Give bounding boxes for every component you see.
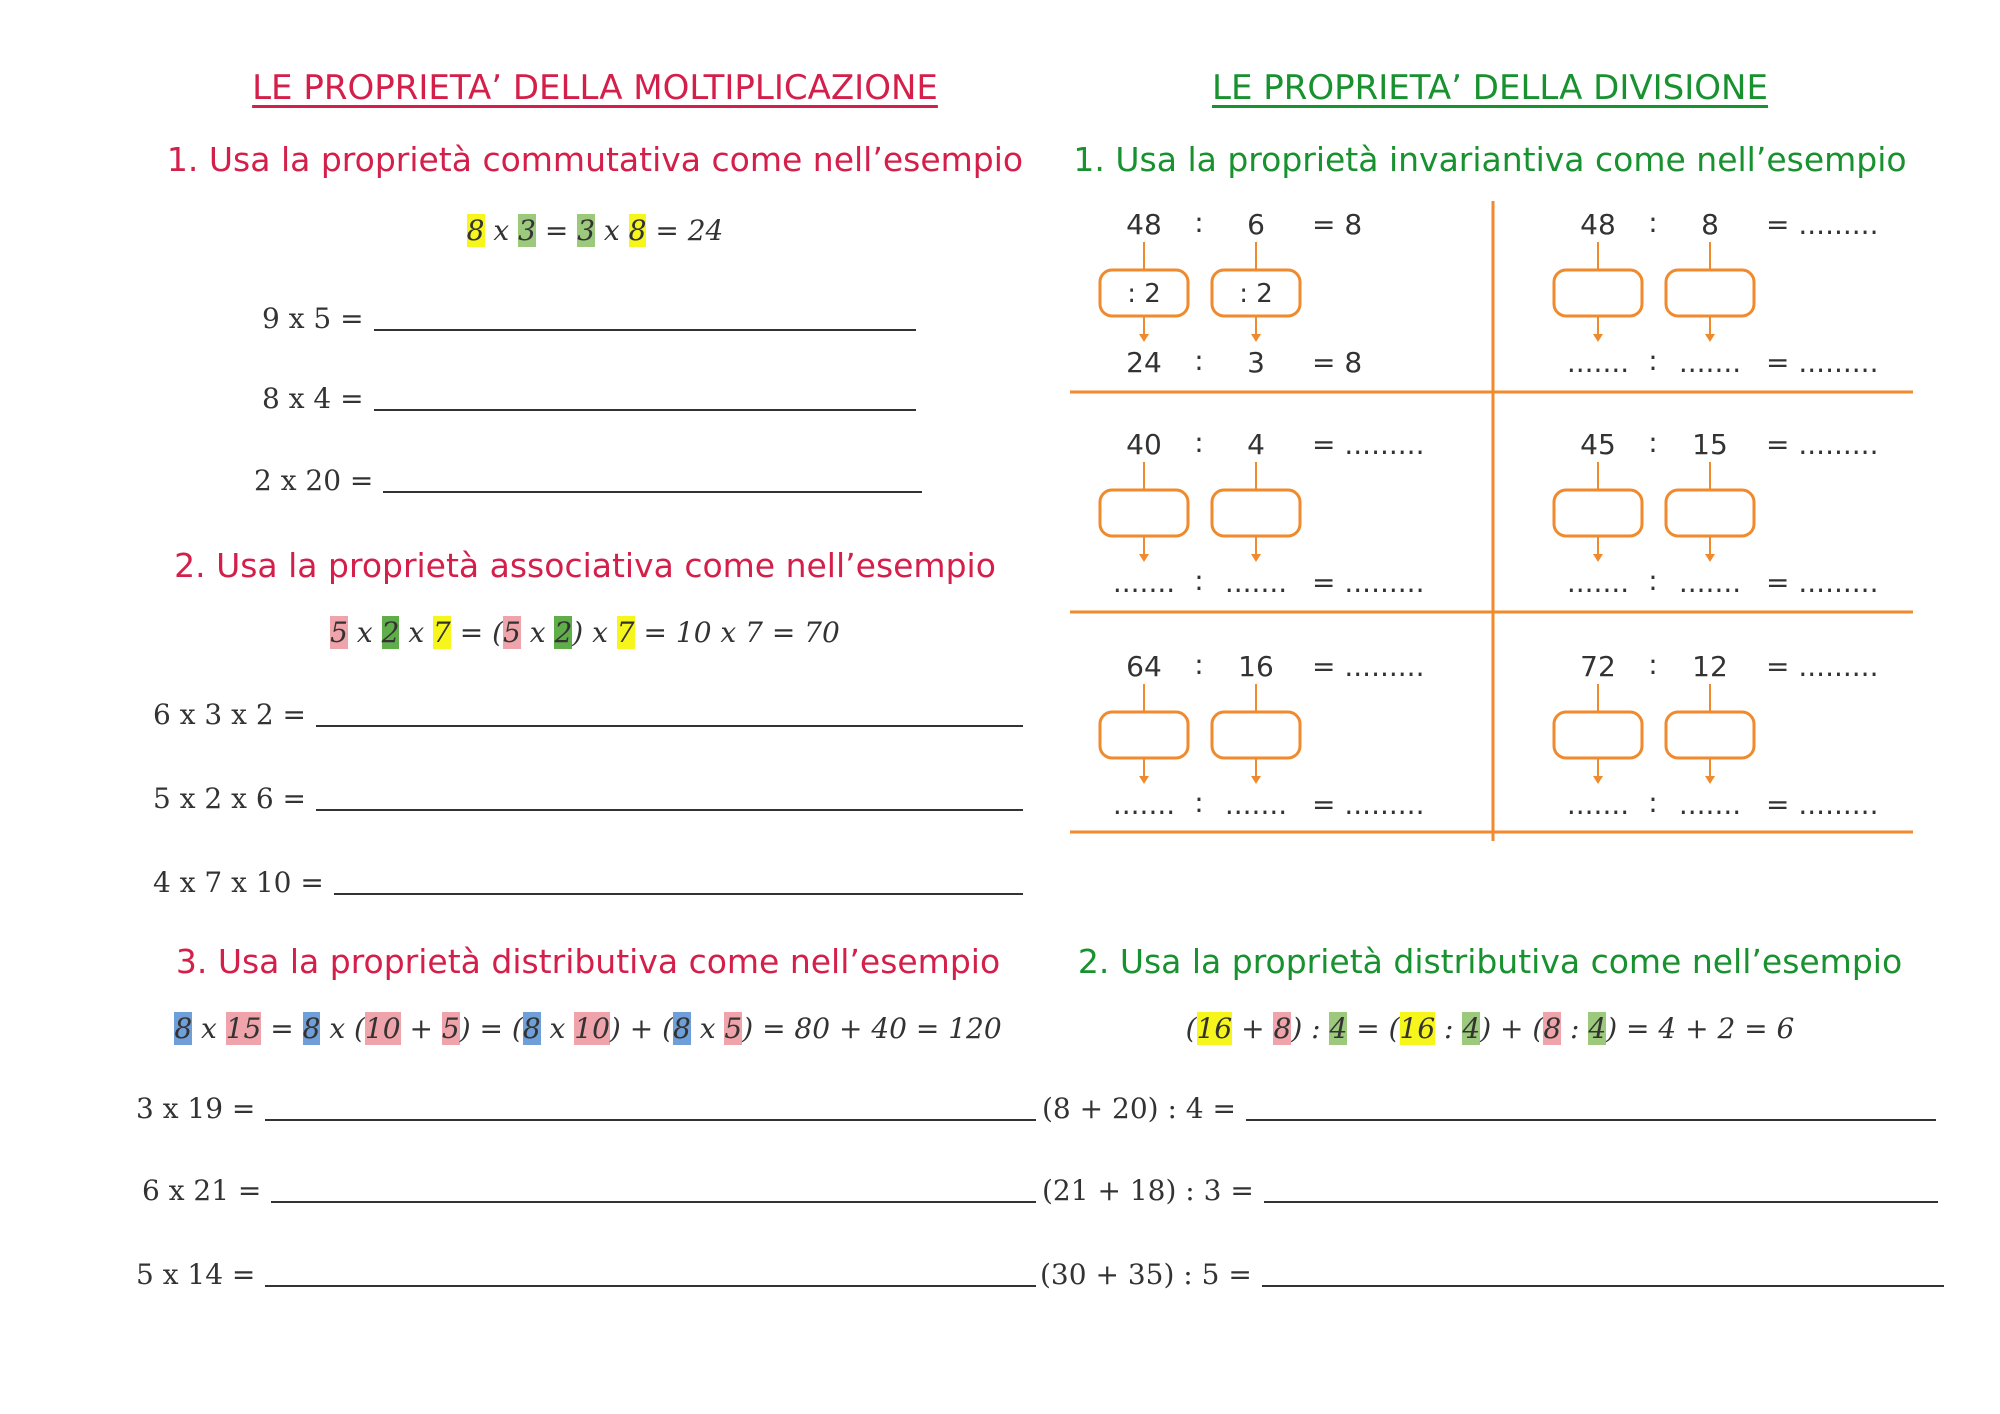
answer-line[interactable] (334, 892, 1023, 895)
result-value: = ......... (1766, 650, 1879, 683)
example-factor: 10 (364, 1012, 401, 1045)
example-factor: 8 (673, 1012, 691, 1045)
exercise-label: 5 x 14 = (136, 1258, 256, 1291)
commutative-heading: 1. Usa la proprietà commutativa come nell’esempio (166, 140, 1024, 179)
operator: = (535, 214, 578, 247)
example-factor: 2 (554, 616, 573, 649)
divisor-value: 15 (1692, 428, 1728, 461)
division-sign: : (1194, 426, 1204, 459)
operator-box[interactable] (1554, 270, 1642, 316)
arrow-head-icon (1251, 334, 1261, 342)
exercise-label: 6 x 21 = (142, 1174, 262, 1207)
distributive-exercise-row-left (136, 1092, 1036, 1125)
example-factor: 5 (724, 1012, 743, 1045)
operator: + (400, 1012, 442, 1045)
new-dividend-value: ....... (1566, 346, 1630, 379)
multiplication-title: LE PROPRIETA’ DELLA MOLTIPLICAZIONE (252, 68, 938, 108)
division-sign: : (1194, 786, 1204, 819)
answer-line[interactable] (316, 724, 1023, 727)
answer-line[interactable] (271, 1200, 1036, 1203)
divisor-value: 16 (1238, 650, 1274, 683)
operator: : (1561, 1012, 1589, 1045)
commutative-exercise-row (262, 382, 916, 415)
operator: : (1435, 1012, 1463, 1045)
new-result-value: = ......... (1766, 788, 1879, 821)
distributive-exercise-row-right (1040, 1258, 1944, 1291)
new-dividend-value: ....... (1112, 788, 1176, 821)
example-result: = 10 x 7 = 70 (634, 616, 840, 649)
distributive-heading-left: 3. Usa la proprietà distributiva come nell’esempio (175, 942, 1001, 981)
operator: ) + ( (1480, 1012, 1544, 1045)
division-sign: : (1648, 564, 1658, 597)
associative-heading: 2. Usa la proprietà associativa come nell’esempio (174, 546, 996, 585)
operator-box[interactable] (1554, 712, 1642, 758)
exercise-label: (8 + 20) : 4 = (1042, 1092, 1236, 1125)
example-factor: 4 (1588, 1012, 1607, 1045)
division-sign: : (1194, 344, 1204, 377)
example-result: = 24 (646, 214, 724, 247)
distributive-exercise-row-right (1042, 1092, 1936, 1125)
exercise-label: 6 x 3 x 2 = (153, 698, 306, 731)
operator-box[interactable] (1212, 712, 1300, 758)
distributive-exercise-row-right (1042, 1174, 1938, 1207)
arrow-head-icon (1705, 334, 1715, 342)
example-factor: 5 (330, 616, 348, 649)
invariant-heading: 1. Usa la proprietà invariantiva come nell’esempio (1073, 140, 1907, 179)
new-result-value: = ......... (1766, 566, 1879, 599)
example-factor: 16 (1399, 1012, 1436, 1045)
new-result-value: = ......... (1312, 788, 1425, 821)
arrow-head-icon (1251, 776, 1261, 784)
operator: ( (1185, 1012, 1197, 1045)
division-sign: : (1648, 426, 1658, 459)
arrow-head-icon (1139, 554, 1149, 562)
new-dividend-value: ....... (1566, 566, 1630, 599)
operator-box[interactable] (1666, 270, 1754, 316)
example-factor: 8 (1543, 1012, 1562, 1045)
distributive-exercise-row-left (142, 1174, 1036, 1207)
arrow-head-icon (1139, 334, 1149, 342)
answer-line[interactable] (1264, 1200, 1938, 1203)
division-sign: : (1648, 648, 1658, 681)
exercise-label: 4 x 7 x 10 = (153, 866, 324, 899)
example-result: ) = 80 + 40 = 120 (742, 1012, 1002, 1045)
invariant-grid-svg (1068, 196, 1928, 846)
operator: x ( (320, 1012, 365, 1045)
operator: x (484, 214, 519, 247)
new-divisor-value: ....... (1678, 566, 1742, 599)
division-sign: : (1194, 206, 1204, 239)
divisor-value: 4 (1247, 428, 1265, 461)
new-dividend-value: ....... (1566, 788, 1630, 821)
operator: x (520, 616, 555, 649)
exercise-label: 8 x 4 = (262, 382, 364, 415)
exercise-label: 3 x 19 = (136, 1092, 256, 1125)
new-divisor-value: ....... (1678, 346, 1742, 379)
commutative-example (0, 214, 1190, 247)
commutative-exercise-row (254, 464, 922, 497)
new-dividend-value: ....... (1112, 566, 1176, 599)
new-divisor-value: ....... (1224, 566, 1288, 599)
division-sign: : (1648, 344, 1658, 377)
dividend-value: 48 (1126, 208, 1162, 241)
example-factor: 4 (1462, 1012, 1481, 1045)
arrow-head-icon (1705, 776, 1715, 784)
result-value: = 8 (1312, 208, 1363, 241)
example-factor: 5 (441, 1012, 460, 1045)
operator: ) x (572, 616, 617, 649)
example-factor: 2 (381, 616, 400, 649)
example-result: ) = 4 + 2 = 6 (1606, 1012, 1795, 1045)
example-factor: 8 (174, 1012, 193, 1045)
example-factor: 8 (1273, 1012, 1292, 1045)
divisor-value: 6 (1247, 208, 1265, 241)
answer-line[interactable] (383, 490, 922, 493)
operator: = ( (450, 616, 504, 649)
operator-label: : 2 (1127, 279, 1161, 309)
associative-exercise-row (153, 866, 1023, 899)
distributive-heading-right: 2. Usa la proprietà distributiva come nell’esempio (1077, 942, 1903, 981)
exercise-label: 2 x 20 = (254, 464, 374, 497)
new-divisor-value: 3 (1247, 346, 1265, 379)
answer-line[interactable] (1246, 1118, 1936, 1121)
result-value: = ......... (1312, 650, 1425, 683)
operator-label: : 2 (1239, 279, 1273, 309)
operator: + (1232, 1012, 1274, 1045)
commutative-exercise-row (262, 302, 916, 335)
new-result-value: = ......... (1312, 566, 1425, 599)
dividend-value: 64 (1126, 650, 1162, 683)
division-sign: : (1648, 206, 1658, 239)
result-value: = ......... (1766, 208, 1879, 241)
exercise-label: (21 + 18) : 3 = (1042, 1174, 1254, 1207)
distributive-example-right (1070, 1012, 1910, 1045)
distributive-exercise-row-left (136, 1258, 1036, 1291)
example-factor: 3 (518, 214, 536, 247)
operator: ) = ( (459, 1012, 523, 1045)
operator-box[interactable] (1554, 490, 1642, 536)
associative-example (0, 616, 1170, 649)
example-factor: 4 (1329, 1012, 1348, 1045)
division-sign: : (1194, 648, 1204, 681)
operator-box[interactable] (1666, 712, 1754, 758)
answer-line[interactable] (265, 1284, 1036, 1287)
divisor-value: 12 (1692, 650, 1728, 683)
arrow-head-icon (1593, 334, 1603, 342)
answer-line[interactable] (374, 328, 916, 331)
example-factor: 10 (574, 1012, 610, 1045)
example-factor: 8 (628, 214, 647, 247)
answer-line[interactable] (316, 808, 1023, 811)
example-factor: 8 (522, 1012, 541, 1045)
arrow-head-icon (1705, 554, 1715, 562)
arrow-head-icon (1251, 554, 1261, 562)
associative-exercise-row (153, 698, 1023, 731)
result-value: = ......... (1312, 428, 1425, 461)
operator: x (690, 1012, 725, 1045)
answer-line[interactable] (265, 1118, 1036, 1121)
operator-box[interactable] (1212, 490, 1300, 536)
new-divisor-value: ....... (1678, 788, 1742, 821)
arrow-head-icon (1593, 776, 1603, 784)
operator: x (540, 1012, 575, 1045)
associative-exercise-row (153, 782, 1023, 815)
operator: x (595, 214, 629, 247)
example-factor: 8 (302, 1012, 321, 1045)
operator: x (192, 1012, 226, 1045)
new-result-value: = 8 (1312, 346, 1363, 379)
arrow-head-icon (1139, 776, 1149, 784)
invariant-grid (1068, 196, 1928, 846)
operator-box[interactable] (1666, 490, 1754, 536)
dividend-value: 40 (1126, 428, 1162, 461)
operator: ) + ( (609, 1012, 673, 1045)
answer-line[interactable] (1262, 1284, 1944, 1287)
dividend-value: 48 (1580, 208, 1616, 241)
operator-box[interactable] (1100, 490, 1188, 536)
division-title: LE PROPRIETA’ DELLA DIVISIONE (1212, 68, 1768, 108)
exercise-label: 9 x 5 = (262, 302, 364, 335)
operator: x (399, 616, 434, 649)
operator: ) : (1291, 1012, 1330, 1045)
example-factor: 5 (503, 616, 521, 649)
example-factor: 7 (433, 616, 451, 649)
new-dividend-value: 24 (1126, 346, 1162, 379)
exercise-label: (30 + 35) : 5 = (1040, 1258, 1252, 1291)
answer-line[interactable] (374, 408, 916, 411)
example-factor: 15 (225, 1012, 262, 1045)
new-divisor-value: ....... (1224, 788, 1288, 821)
distributive-example-left (0, 1012, 1176, 1045)
divisor-value: 8 (1701, 208, 1719, 241)
operator: x (348, 616, 382, 649)
operator: = ( (1347, 1012, 1400, 1045)
operator: = (261, 1012, 303, 1045)
operator-box[interactable] (1100, 712, 1188, 758)
division-sign: : (1194, 564, 1204, 597)
example-factor: 16 (1196, 1012, 1233, 1045)
dividend-value: 72 (1580, 650, 1616, 683)
arrow-head-icon (1593, 554, 1603, 562)
example-factor: 7 (616, 616, 635, 649)
example-factor: 3 (577, 214, 596, 247)
example-factor: 8 (466, 214, 485, 247)
result-value: = ......... (1766, 428, 1879, 461)
division-sign: : (1648, 786, 1658, 819)
new-result-value: = ......... (1766, 346, 1879, 379)
dividend-value: 45 (1580, 428, 1616, 461)
exercise-label: 5 x 2 x 6 = (153, 782, 306, 815)
